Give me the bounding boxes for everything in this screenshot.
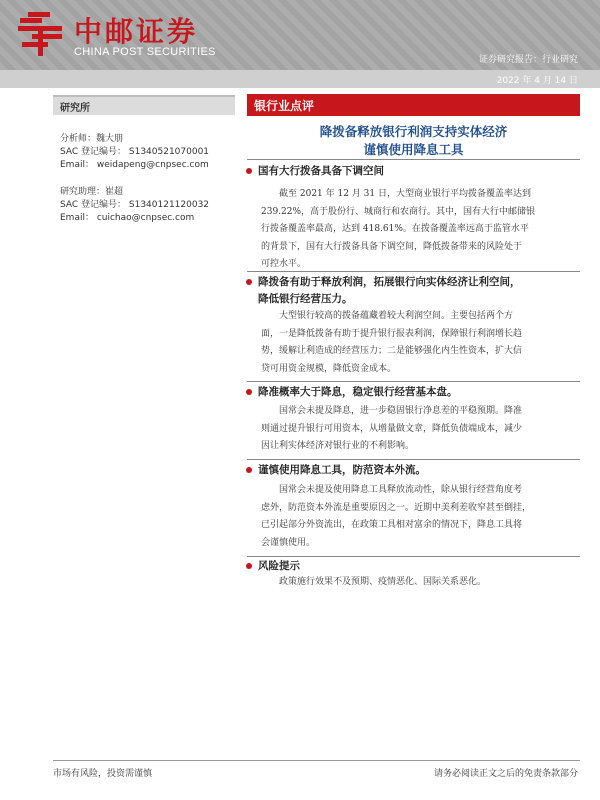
sector-label: 银行业点评 <box>254 99 315 113</box>
heading-line: 降拨备有助于释放利润，拓展银行向实体经济让利空间， <box>258 276 521 288</box>
bullet-icon <box>246 563 252 569</box>
section-divider <box>247 271 580 272</box>
section-paragraph <box>261 482 579 552</box>
paragraph-line: 会谨慎使用。 <box>261 537 316 548</box>
analyst-email[interactable]: Email： weidapeng@cnpsec.com <box>60 160 209 170</box>
page-header <box>0 0 600 70</box>
bullet-icon <box>246 168 252 174</box>
heading-line: 降准概率大于降息，稳定银行经营基本盘。 <box>258 386 458 398</box>
section-paragraph <box>261 308 579 378</box>
assistant-name: 研究助理：崔超 <box>60 187 124 197</box>
paragraph-line: 则通过提升银行可用资本，从增量做文章，降低负债端成本，减少 <box>261 423 523 434</box>
heading-line: 降低银行经营压力。 <box>258 293 353 305</box>
bullet-icon <box>246 467 252 473</box>
heading-line: 谨慎使用降息工具，防范资本外流。 <box>258 464 426 476</box>
paragraph-line: 的背景下，国有大行拨备具备下调空间，降低拨备带来的风险处于 <box>261 241 523 252</box>
heading-line: 风险提示 <box>258 560 300 572</box>
china-post-logo-icon <box>18 12 66 56</box>
report-type: 证券研究报告：行业研究 <box>478 55 578 65</box>
section-heading <box>258 163 583 180</box>
paragraph-line: 截至 2021 年 12 月 31 日，大型商业银行平均拨备覆盖率达到 <box>279 189 531 199</box>
assistant-email[interactable]: Email： cuichao@cnpsec.com <box>60 213 195 223</box>
bullet-icon <box>246 389 252 395</box>
footer-disclaimer: 请务必阅读正文之后的免责条款部分 <box>433 769 578 779</box>
paragraph-line: 贷可用资金规模，降低资金成本。 <box>261 363 397 374</box>
paragraph-line: 239.22%，高于股份行、城商行和农商行。其中，国有大行中邮储银 <box>261 206 536 217</box>
assistant-sac-number: SAC 登记编号： S1340121120032 <box>60 200 210 210</box>
analyst-name: 分析师：魏大朋 <box>60 134 124 144</box>
sector-banner <box>247 94 580 116</box>
analyst-sac-number: SAC 登记编号： S1340521070001 <box>60 147 210 157</box>
paragraph-line: 国常会未提及降息，进一步稳固银行净息差的平稳预期。降准 <box>279 406 523 416</box>
report-title: 降拨备释放银行利润支持实体经济 <box>319 124 508 139</box>
logo-english-name: CHINA POST SECURITIES <box>74 46 216 58</box>
footer-risk-note: 市场有风险，投资需谨慎 <box>53 769 153 779</box>
section-divider <box>247 459 580 460</box>
sidebar-section-header <box>53 95 235 115</box>
section-paragraph <box>261 186 579 274</box>
paragraph-line: 行拨备覆盖率最高，达到 418.61%。在拨备覆盖率远高于监管水平 <box>261 224 529 234</box>
paragraph-line: 已引起部分外资流出，在政策工具相对富余的情况下，降息工具将 <box>261 520 523 530</box>
paragraph-line: 面，一是降低拨备有助于提升银行报表利润，保障银行利润增长趋 <box>261 328 523 339</box>
footer-divider <box>53 760 580 761</box>
sidebar-section-title: 研究所 <box>60 103 90 114</box>
title-divider <box>247 159 580 160</box>
paragraph-line: 大型银行较高的拨备蕴藏着较大利润空间。主要包括两个方 <box>279 311 514 321</box>
paragraph-line: 国常会未提及使用降息工具释放流动性，除从银行经营角度考 <box>279 485 523 495</box>
logo-chinese-name: 中邮证券 <box>74 15 199 48</box>
paragraph-line: 因让利实体经济对银行业的不利影响。 <box>261 441 415 451</box>
report-subtitle: 谨慎使用降息工具 <box>363 142 464 157</box>
paragraph-line: 可控水平。 <box>261 259 307 269</box>
analyst-block <box>60 133 209 172</box>
research-assistant-block <box>60 186 209 225</box>
report-date: 2022 年 4 月 14 日 <box>496 76 578 86</box>
paragraph-line: 势，缓解让利造成的经营压力；二是能够强化内生性资本，扩大信 <box>261 346 523 356</box>
paragraph-line: 政策施行效果不及预期、疫情恶化、国际关系恶化。 <box>279 577 487 587</box>
paragraph-line: 虑外，防范资本外流是重要原因之一。近期中美利差收窄甚至倒挂， <box>261 502 532 513</box>
company-logo <box>18 10 228 60</box>
section-heading <box>258 462 583 479</box>
section-heading <box>258 384 583 401</box>
section-divider <box>247 556 580 557</box>
section-heading <box>258 558 583 575</box>
heading-line: 国有大行拨备具备下调空间 <box>258 165 384 177</box>
bullet-icon <box>246 279 252 285</box>
section-divider <box>247 381 580 382</box>
section-heading <box>258 274 583 308</box>
section-paragraph <box>261 574 579 592</box>
section-paragraph <box>261 403 579 456</box>
